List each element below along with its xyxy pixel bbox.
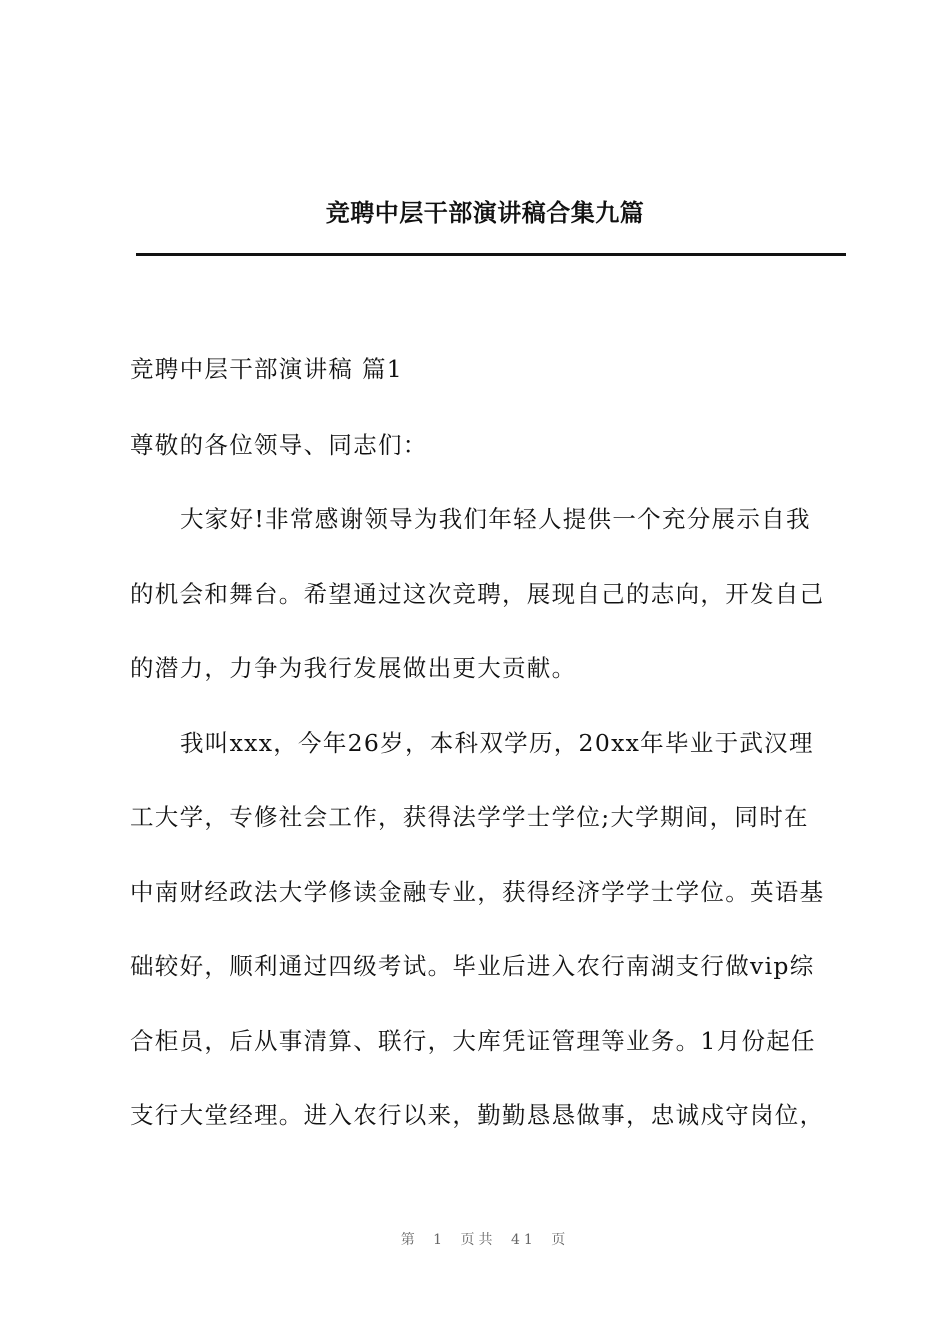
paragraph-line: 大家好!非常感谢领导为我们年轻人提供一个充分展示自我 [180,505,811,533]
paragraph-line: 的机会和舞台。希望通过这次竞聘，展现自己的志向，开发自己 [130,580,825,608]
paragraph-line: 中南财经政法大学修读金融专业，获得经济学学士学位。英语基 [130,878,825,906]
page-footer: 第 1 页共 41 页 [400,1232,570,1248]
paragraph-line: 工大学，专修社会工作，获得法学学士学位;大学期间，同时在 [130,803,809,831]
title-underline [136,253,846,256]
paragraph-line: 础较好，顺利通过四级考试。毕业后进入农行南湖支行做vip综 [130,952,815,980]
section-heading: 竞聘中层干部演讲稿 篇1 [130,355,404,383]
salutation-line: 尊敬的各位领导、同志们： [130,431,428,459]
paragraph-line: 的潜力，力争为我行发展做出更大贡献。 [130,654,577,682]
document-title: 竞聘中层干部演讲稿合集九篇 [325,198,645,227]
paragraph-line: 合柜员，后从事清算、联行，大库凭证管理等业务。1月份起任 [130,1027,816,1055]
paragraph-line: 支行大堂经理。进入农行以来，勤勤恳恳做事，忠诚戍守岗位， [130,1101,825,1129]
paragraph-line: 我叫xxx，今年26岁，本科双学历，20xx年毕业于武汉理 [180,729,814,757]
